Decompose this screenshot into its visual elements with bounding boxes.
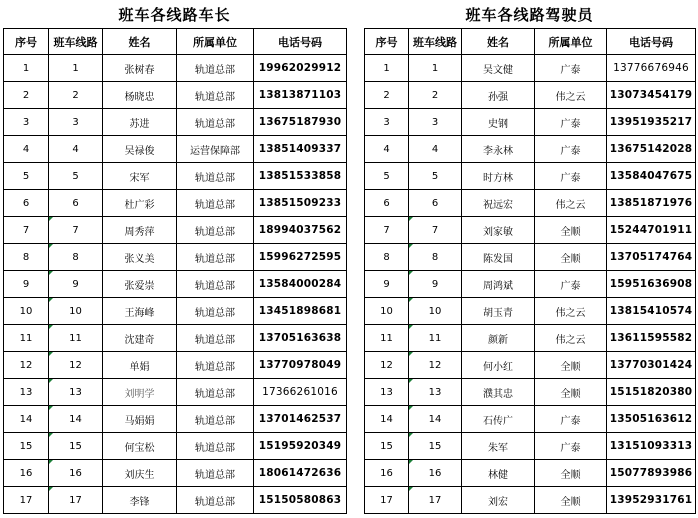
cell-unit: 轨道总部 <box>177 217 254 244</box>
cell-phone: 18994037562 <box>254 217 347 244</box>
cell-index: 14 <box>365 406 409 433</box>
cell-unit: 广泰 <box>535 136 607 163</box>
cell-index: 12 <box>365 352 409 379</box>
cell-phone: 13505163612 <box>607 406 696 433</box>
captain-table-title: 班车各线路车长 <box>118 6 231 24</box>
cell-route: 5 <box>409 163 462 190</box>
cell-route: 7 <box>409 217 462 244</box>
table-row <box>365 379 696 406</box>
cell-name: 何小红 <box>462 352 535 379</box>
cell-unit: 轨道总部 <box>177 190 254 217</box>
cell-phone: 13815410574 <box>607 298 696 325</box>
cell-phone: 13584000284 <box>254 271 347 298</box>
cell-index: 3 <box>4 109 49 136</box>
cell-unit: 运营保障部 <box>177 136 254 163</box>
table-row <box>365 325 696 352</box>
cell-name: 李永林 <box>462 136 535 163</box>
cell-unit: 全顺 <box>535 244 607 271</box>
cell-route: 10 <box>49 298 103 325</box>
captain-panel <box>3 0 346 514</box>
cell-unit: 广泰 <box>535 406 607 433</box>
cell-route: 9 <box>409 271 462 298</box>
cell-index: 1 <box>365 55 409 82</box>
cell-name: 张爱崇 <box>103 271 177 298</box>
cell-unit: 伟之云 <box>535 82 607 109</box>
cell-unit: 轨道总部 <box>177 352 254 379</box>
cell-route: 13 <box>49 379 103 406</box>
table-row <box>4 244 347 271</box>
cell-phone: 13952931761 <box>607 487 696 514</box>
cell-unit: 伟之云 <box>535 190 607 217</box>
cell-name: 刘明学 <box>103 379 177 406</box>
cell-route: 1 <box>49 55 103 82</box>
table-row <box>365 55 696 82</box>
table-row <box>4 379 347 406</box>
cell-index: 7 <box>365 217 409 244</box>
cell-phone: 13705174764 <box>607 244 696 271</box>
cell-name: 沈建奇 <box>103 325 177 352</box>
cell-index: 16 <box>4 460 49 487</box>
cell-route: 3 <box>409 109 462 136</box>
table-row <box>365 406 696 433</box>
table-row <box>4 109 347 136</box>
cell-index: 13 <box>4 379 49 406</box>
table-row <box>365 244 696 271</box>
cell-unit: 全顺 <box>535 487 607 514</box>
driver-table <box>364 28 696 514</box>
cell-name: 张义美 <box>103 244 177 271</box>
cell-route: 2 <box>409 82 462 109</box>
cell-name: 祝远宏 <box>462 190 535 217</box>
cell-unit: 轨道总部 <box>177 244 254 271</box>
cell-name: 史钢 <box>462 109 535 136</box>
cell-name: 宋军 <box>103 163 177 190</box>
cell-index: 10 <box>4 298 49 325</box>
table-row <box>365 352 696 379</box>
cell-phone: 13451898681 <box>254 298 347 325</box>
table-row <box>4 271 347 298</box>
cell-index: 15 <box>4 433 49 460</box>
cell-index: 16 <box>365 460 409 487</box>
cell-route: 6 <box>49 190 103 217</box>
cell-route: 13 <box>409 379 462 406</box>
cell-unit: 轨道总部 <box>177 55 254 82</box>
cell-route: 6 <box>409 190 462 217</box>
cell-phone: 13675187930 <box>254 109 347 136</box>
cell-route: 1 <box>409 55 462 82</box>
table-row <box>4 82 347 109</box>
table-row <box>4 217 347 244</box>
table-row <box>4 55 347 82</box>
cell-name: 朱军 <box>462 433 535 460</box>
table-row <box>4 325 347 352</box>
cell-route: 11 <box>409 325 462 352</box>
cell-name: 杨晓忠 <box>103 82 177 109</box>
cell-name: 刘庆生 <box>103 460 177 487</box>
cell-index: 17 <box>365 487 409 514</box>
table-row <box>365 487 696 514</box>
cell-route: 12 <box>49 352 103 379</box>
cell-name: 刘宏 <box>462 487 535 514</box>
cell-index: 11 <box>4 325 49 352</box>
cell-phone: 13611595582 <box>607 325 696 352</box>
cell-route: 8 <box>49 244 103 271</box>
table-row <box>365 109 696 136</box>
cell-phone: 13776676946 <box>607 55 696 82</box>
cell-route: 16 <box>409 460 462 487</box>
cell-name: 吴文健 <box>462 55 535 82</box>
table-row <box>4 487 347 514</box>
cell-unit: 轨道总部 <box>177 433 254 460</box>
cell-unit: 轨道总部 <box>177 460 254 487</box>
cell-index: 4 <box>4 136 49 163</box>
table-row <box>4 406 347 433</box>
cell-phone: 13851871976 <box>607 190 696 217</box>
cell-phone: 13701462537 <box>254 406 347 433</box>
cell-name: 苏进 <box>103 109 177 136</box>
cell-route: 11 <box>49 325 103 352</box>
cell-route: 4 <box>49 136 103 163</box>
cell-route: 12 <box>409 352 462 379</box>
cell-phone: 13851409337 <box>254 136 347 163</box>
cell-name: 孙强 <box>462 82 535 109</box>
cell-unit: 轨道总部 <box>177 109 254 136</box>
cell-index: 17 <box>4 487 49 514</box>
cell-phone: 13951935217 <box>607 109 696 136</box>
cell-route: 16 <box>49 460 103 487</box>
cell-name: 马娟娟 <box>103 406 177 433</box>
cell-unit: 全顺 <box>535 379 607 406</box>
header-unit: 所属单位 <box>535 29 607 55</box>
cell-route: 7 <box>49 217 103 244</box>
cell-phone: 13584047675 <box>607 163 696 190</box>
cell-index: 9 <box>4 271 49 298</box>
cell-unit: 轨道总部 <box>177 298 254 325</box>
cell-phone: 13851509233 <box>254 190 347 217</box>
cell-route: 9 <box>49 271 103 298</box>
cell-phone: 13770301424 <box>607 352 696 379</box>
driver-table-title: 班车各线路驾驶员 <box>465 6 594 24</box>
table-row <box>4 352 347 379</box>
cell-route: 15 <box>49 433 103 460</box>
cell-index: 10 <box>365 298 409 325</box>
cell-unit: 全顺 <box>535 460 607 487</box>
cell-name: 时方林 <box>462 163 535 190</box>
cell-phone: 15151820380 <box>607 379 696 406</box>
cell-route: 4 <box>409 136 462 163</box>
cell-name: 张树春 <box>103 55 177 82</box>
cell-route: 3 <box>49 109 103 136</box>
cell-unit: 轨道总部 <box>177 406 254 433</box>
cell-name: 林健 <box>462 460 535 487</box>
captain-table <box>3 28 347 514</box>
table-row <box>365 136 696 163</box>
cell-phone: 13151093313 <box>607 433 696 460</box>
cell-phone: 15951636908 <box>607 271 696 298</box>
cell-unit: 全顺 <box>535 217 607 244</box>
cell-index: 11 <box>365 325 409 352</box>
cell-unit: 轨道总部 <box>177 487 254 514</box>
table-row <box>365 298 696 325</box>
cell-phone: 15077893986 <box>607 460 696 487</box>
cell-index: 1 <box>4 55 49 82</box>
table-row <box>4 298 347 325</box>
table-row <box>365 190 696 217</box>
cell-name: 李锋 <box>103 487 177 514</box>
cell-route: 8 <box>409 244 462 271</box>
cell-unit: 伟之云 <box>535 298 607 325</box>
cell-route: 15 <box>409 433 462 460</box>
cell-name: 杜广彩 <box>103 190 177 217</box>
cell-unit: 轨道总部 <box>177 82 254 109</box>
cell-name: 石传广 <box>462 406 535 433</box>
table-row <box>4 136 347 163</box>
cell-unit: 全顺 <box>535 352 607 379</box>
cell-index: 3 <box>365 109 409 136</box>
cell-phone: 13770978049 <box>254 352 347 379</box>
cell-unit: 广泰 <box>535 163 607 190</box>
cell-index: 14 <box>4 406 49 433</box>
cell-index: 5 <box>365 163 409 190</box>
cell-phone: 19962029912 <box>254 55 347 82</box>
cell-route: 17 <box>409 487 462 514</box>
table-row <box>365 433 696 460</box>
header-unit: 所属单位 <box>177 29 254 55</box>
header-row <box>4 29 347 55</box>
cell-name: 周秀萍 <box>103 217 177 244</box>
table-row <box>4 163 347 190</box>
table-row <box>4 433 347 460</box>
cell-name: 刘家敏 <box>462 217 535 244</box>
cell-phone: 13851533858 <box>254 163 347 190</box>
cell-phone: 13675142028 <box>607 136 696 163</box>
cell-unit: 广泰 <box>535 109 607 136</box>
cell-index: 12 <box>4 352 49 379</box>
header-index: 序号 <box>4 29 49 55</box>
cell-index: 13 <box>365 379 409 406</box>
header-name: 姓名 <box>462 29 535 55</box>
header-index: 序号 <box>365 29 409 55</box>
cell-index: 15 <box>365 433 409 460</box>
cell-index: 5 <box>4 163 49 190</box>
cell-phone: 15996272595 <box>254 244 347 271</box>
header-row <box>365 29 696 55</box>
cell-phone: 15150580863 <box>254 487 347 514</box>
driver-panel <box>364 0 695 514</box>
cell-unit: 广泰 <box>535 433 607 460</box>
header-name: 姓名 <box>103 29 177 55</box>
header-route: 班车线路 <box>409 29 462 55</box>
cell-phone: 17366261016 <box>254 379 347 406</box>
cell-name: 单娟 <box>103 352 177 379</box>
cell-unit: 轨道总部 <box>177 271 254 298</box>
cell-phone: 15195920349 <box>254 433 347 460</box>
cell-unit: 轨道总部 <box>177 379 254 406</box>
cell-unit: 轨道总部 <box>177 163 254 190</box>
cell-phone: 13813871103 <box>254 82 347 109</box>
cell-index: 4 <box>365 136 409 163</box>
cell-index: 9 <box>365 271 409 298</box>
cell-unit: 广泰 <box>535 55 607 82</box>
table-row <box>365 82 696 109</box>
table-row <box>365 217 696 244</box>
cell-phone: 18061472636 <box>254 460 347 487</box>
cell-name: 颜新 <box>462 325 535 352</box>
cell-route: 14 <box>409 406 462 433</box>
cell-route: 2 <box>49 82 103 109</box>
cell-index: 7 <box>4 217 49 244</box>
cell-name: 何宝松 <box>103 433 177 460</box>
cell-unit: 轨道总部 <box>177 325 254 352</box>
cell-index: 8 <box>365 244 409 271</box>
cell-unit: 广泰 <box>535 271 607 298</box>
table-row <box>365 271 696 298</box>
header-route: 班车线路 <box>49 29 103 55</box>
cell-route: 5 <box>49 163 103 190</box>
cell-phone: 15244701911 <box>607 217 696 244</box>
cell-name: 陈发国 <box>462 244 535 271</box>
cell-route: 17 <box>49 487 103 514</box>
cell-index: 6 <box>4 190 49 217</box>
table-row <box>4 460 347 487</box>
cell-index: 6 <box>365 190 409 217</box>
table-row <box>4 190 347 217</box>
cell-phone: 13073454179 <box>607 82 696 109</box>
cell-phone: 13705163638 <box>254 325 347 352</box>
cell-name: 王海峰 <box>103 298 177 325</box>
cell-name: 周鸿斌 <box>462 271 535 298</box>
cell-route: 14 <box>49 406 103 433</box>
cell-route: 10 <box>409 298 462 325</box>
table-row <box>365 163 696 190</box>
header-phone: 电话号码 <box>607 29 696 55</box>
cell-name: 胡玉青 <box>462 298 535 325</box>
cell-name: 濮其忠 <box>462 379 535 406</box>
cell-name: 吴禄俊 <box>103 136 177 163</box>
header-phone: 电话号码 <box>254 29 347 55</box>
cell-index: 2 <box>365 82 409 109</box>
cell-unit: 伟之云 <box>535 325 607 352</box>
table-row <box>365 460 696 487</box>
cell-index: 8 <box>4 244 49 271</box>
cell-index: 2 <box>4 82 49 109</box>
